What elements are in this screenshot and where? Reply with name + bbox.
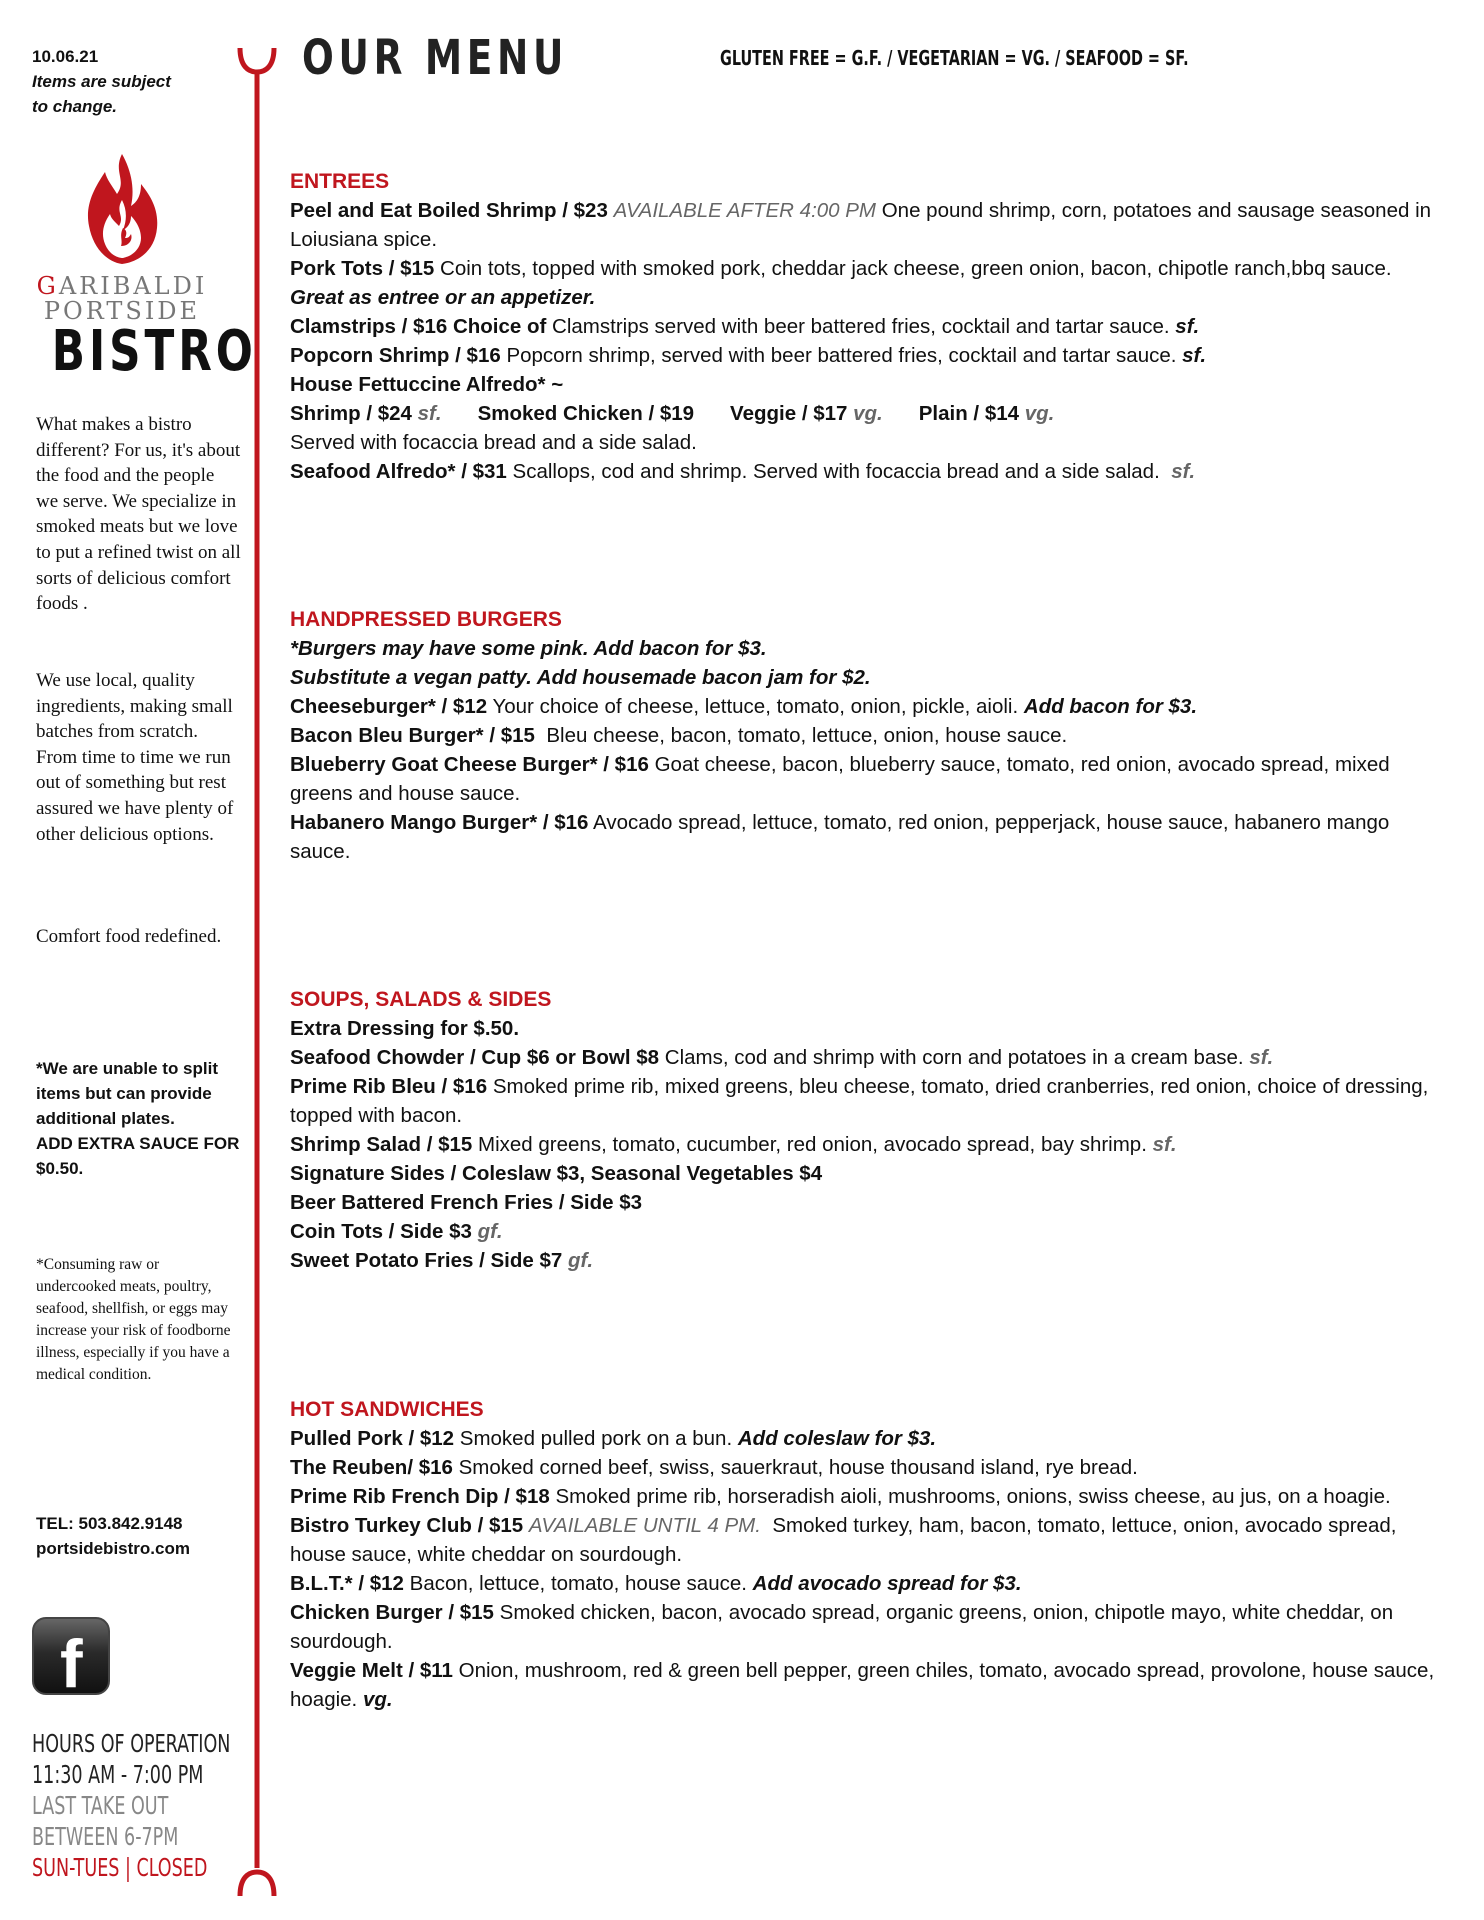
item-name: Pork Tots / $15 <box>290 257 435 280</box>
item-name: The Reuben/ $16 <box>290 1456 453 1479</box>
item-name: Blueberry Goat Cheese Burger* / $16 <box>290 753 649 776</box>
item-description: Smoked chicken, bacon, avocado spread, organic greens, onion, chipotle mayo, white cheddar, on sourdough. <box>290 1601 1394 1653</box>
brand-name-line2: PORTSIDE <box>43 297 201 325</box>
burgers-section <box>290 605 1450 866</box>
menu-item <box>290 1511 1450 1569</box>
menu-item <box>290 1130 1450 1159</box>
item-description: Popcorn shrimp, served with beer battered fries, cocktail and tartar sauce. <box>506 344 1177 367</box>
menu-item <box>290 1482 1450 1511</box>
brand-name-line1: GARIBALDI <box>36 272 208 300</box>
contact-info <box>36 1511 190 1561</box>
menu-item <box>290 196 1450 254</box>
hours-title: HOURS OF OPERATION <box>32 1729 231 1758</box>
last-take-out-2: BETWEEN 6-7PM <box>32 1822 179 1851</box>
item-name: Pulled Pork / $12 <box>290 1427 455 1450</box>
soups-salads-section <box>290 985 1450 1275</box>
divider-ornament <box>234 44 280 1900</box>
menu-item <box>290 312 1450 341</box>
item-name: House Fettuccine Alfredo* ~ <box>290 373 564 396</box>
menu-item <box>290 341 1450 370</box>
menu-item <box>290 370 1450 399</box>
item-description: Bleu cheese, bacon, tomato, lettuce, onion, house sauce. <box>546 724 1068 747</box>
item-description: Scallops, cod and shrimp. Served with focaccia bread and a side salad. <box>512 460 1160 483</box>
menu-item <box>290 1072 1450 1130</box>
item-name: Prime Rib French Dip / $18 <box>290 1485 550 1508</box>
burger-note-2: Substitute a vegan patty. Add housemade bacon jam for $2. <box>290 666 871 689</box>
item-description: Coin tots, topped with smoked pork, cheddar jack cheese, green onion, bacon, chipotle ranch,bbq sauce. <box>440 257 1392 280</box>
option-name: Shrimp / $24 <box>290 402 412 425</box>
menu-item <box>290 1424 1450 1453</box>
menu-item <box>290 1656 1450 1714</box>
split-items-note <box>36 1056 241 1181</box>
menu-item <box>290 457 1450 486</box>
menu-item <box>290 1188 1450 1217</box>
split-note-text: *We are unable to split items but can provide additional plates. <box>36 1059 219 1128</box>
sidebar-header <box>32 44 232 119</box>
menu-item <box>290 808 1450 866</box>
diet-tag: vg. <box>1024 402 1055 425</box>
item-name: Bistro Turkey Club / $15 <box>290 1514 524 1537</box>
facebook-icon[interactable] <box>32 1617 110 1702</box>
item-name: Shrimp Salad / $15 <box>290 1133 473 1156</box>
menu-item <box>290 1246 1450 1275</box>
item-name: Clamstrips / $16 Choice of <box>290 315 547 338</box>
item-description: Smoked prime rib, mixed greens, bleu cheese, tomato, dried cranberries, red onion, choice of dressing, topped with bacon. <box>290 1075 1429 1127</box>
item-note: Add bacon for $3. <box>1023 695 1198 718</box>
item-name: Peel and Eat Boiled Shrimp / $23 <box>290 199 608 222</box>
option-name: Veggie / $17 <box>730 402 848 425</box>
about-paragraph-1: What makes a bistro different? For us, it's about the food and the people we serve. We specialize in smoked meats but we love to put a refined twist on all sorts of delicious comfort foods . <box>36 414 241 615</box>
diet-tag: gf. <box>568 1249 594 1272</box>
item-name: Bacon Bleu Burger* / $15 <box>290 724 535 747</box>
availability-note: AVAILABLE UNTIL 4 PM. <box>528 1514 761 1537</box>
diet-tag: sf. <box>1175 315 1200 338</box>
diet-tag: gf. <box>477 1220 503 1243</box>
availability-note: AVAILABLE AFTER 4:00 PM <box>613 199 877 222</box>
page-title: OUR MENU <box>302 30 569 86</box>
item-name: Beer Battered French Fries / Side $3 <box>290 1191 643 1214</box>
diet-tag: sf. <box>417 402 442 425</box>
option-name: Plain / $14 <box>918 402 1020 425</box>
item-description: Clams, cod and shrimp with corn and potatoes in a cream base. <box>664 1046 1244 1069</box>
hours-time: 11:30 AM - 7:00 PM <box>32 1760 204 1789</box>
menu-item <box>290 1569 1450 1598</box>
hot-sandwiches-section <box>290 1395 1450 1714</box>
diet-tag: sf. <box>1171 460 1196 483</box>
section-heading-sandwiches: HOT SANDWICHES <box>290 1398 484 1421</box>
facebook-glyph: f <box>60 1626 83 1702</box>
item-name: Signature Sides / Coleslaw $3, Seasonal Vegetables $4 <box>290 1162 823 1185</box>
section-heading-soups: SOUPS, SALADS & SIDES <box>290 988 552 1011</box>
last-take-out-1: LAST TAKE OUT <box>32 1791 169 1820</box>
brand-name-line3: BISTRO <box>51 319 257 384</box>
consumption-warning: *Consuming raw or undercooked meats, poultry, seafood, shellfish, or eggs may increase your risk of foodborne illness, especially if you have a medical condition. <box>36 1256 231 1383</box>
item-description: Smoked pulled pork on a bun. <box>459 1427 733 1450</box>
item-description: Served with focaccia bread and a side salad. <box>290 431 697 454</box>
menu-item <box>290 1217 1450 1246</box>
option-name: Smoked Chicken / $19 <box>477 402 695 425</box>
item-name: Seafood Alfredo* / $31 <box>290 460 507 483</box>
item-name: Coin Tots / Side $3 <box>290 1220 472 1243</box>
item-name: Sweet Potato Fries / Side $7 <box>290 1249 563 1272</box>
menu-item <box>290 254 1450 312</box>
menu-item <box>290 1453 1450 1482</box>
about-paragraph-3: Comfort food redefined. <box>36 926 222 947</box>
extra-dressing <box>290 1014 1450 1043</box>
phone-number: TEL: 503.842.9148 <box>36 1514 183 1533</box>
diet-tag: sf. <box>1182 344 1207 367</box>
menu-item <box>290 1043 1450 1072</box>
diet-tag: sf. <box>1152 1133 1177 1156</box>
hours-of-operation <box>32 1728 230 1883</box>
diet-tag: vg. <box>362 1688 393 1711</box>
item-description: Bacon, lettuce, tomato, house sauce. <box>409 1572 747 1595</box>
entrees-section <box>290 167 1450 486</box>
menu-item <box>290 750 1450 808</box>
section-heading-entrees: ENTREES <box>290 170 390 193</box>
item-description: Smoked prime rib, horseradish aioli, mushrooms, onions, swiss cheese, au jus, on a hoagie. <box>555 1485 1391 1508</box>
alfredo-options <box>290 399 1450 428</box>
item-name: Seafood Chowder / Cup $6 or Bowl $8 <box>290 1046 660 1069</box>
item-description: Your choice of cheese, lettuce, tomato, onion, pickle, aioli. <box>492 695 1019 718</box>
item-description: Smoked turkey, ham, bacon, tomato, lettuce, onion, avocado spread, house sauce, white cheddar on sourdough. <box>290 1514 1397 1566</box>
item-note: Add avocado spread for $3. <box>752 1572 1022 1595</box>
diet-tag: sf. <box>1249 1046 1274 1069</box>
item-description: One pound shrimp, corn, potatoes and sausage seasoned in Loiusiana spice. <box>290 199 1432 251</box>
bistro-logo <box>32 150 257 384</box>
diet-tag: vg. <box>853 402 883 425</box>
website-link[interactable]: portsidebistro.com <box>36 1539 190 1558</box>
item-name: Cheeseburger* / $12 <box>290 695 488 718</box>
item-note: Great as entree or an appetizer. <box>290 286 596 309</box>
item-name: Habanero Mango Burger* / $16 <box>290 811 589 834</box>
diet-legend: GLUTEN FREE = G.F. / VEGETARIAN = VG. / SEAFOOD = SF. <box>720 46 1189 70</box>
item-description: Smoked corned beef, swiss, sauerkraut, house thousand island, rye bread. <box>458 1456 1138 1479</box>
menu-date: 10.06.21 <box>32 47 99 66</box>
item-name: Prime Rib Bleu / $16 <box>290 1075 488 1098</box>
section-heading-burgers: HANDPRESSED BURGERS <box>290 608 562 631</box>
closed-days: SUN-TUES | CLOSED <box>32 1853 208 1882</box>
extra-sauce-note: ADD EXTRA SAUCE FOR $0.50. <box>36 1134 240 1178</box>
menu-item <box>290 721 1450 750</box>
item-name: Popcorn Shrimp / $16 <box>290 344 501 367</box>
menu-item <box>290 1598 1450 1656</box>
item-note: Add coleslaw for $3. <box>737 1427 937 1450</box>
item-name: Chicken Burger / $15 <box>290 1601 494 1624</box>
item-description: Avocado spread, lettuce, tomato, red onion, pepperjack, house sauce, habanero mango sauce. <box>290 811 1390 863</box>
flame-icon <box>77 150 167 270</box>
subject-note-line2: to change. <box>32 97 118 116</box>
extra-dressing-text: Extra Dressing for $.50. <box>290 1017 520 1040</box>
item-description: Clamstrips served with beer battered fries, cocktail and tartar sauce. <box>552 315 1170 338</box>
item-name: B.L.T.* / $12 <box>290 1572 404 1595</box>
menu-item <box>290 1159 1450 1188</box>
item-description: Mixed greens, tomato, cucumber, red onion, avocado spread, bay shrimp. <box>478 1133 1147 1156</box>
subject-note-line1: Items are subject <box>32 72 171 91</box>
menu-item <box>290 692 1450 721</box>
item-description: Onion, mushroom, red & green bell pepper, green chiles, tomato, avocado spread, provolone, house sauce, hoagie. <box>290 1659 1435 1711</box>
item-description: Goat cheese, bacon, blueberry sauce, tomato, red onion, avocado spread, mixed greens and house sauce. <box>290 753 1390 805</box>
burger-note-1: *Burgers may have some pink. Add bacon for $3. <box>290 637 767 660</box>
about-paragraph-2: We use local, quality ingredients, making small batches from scratch. From time to time we run out of something but rest assured we have plenty of other delicious options. <box>36 670 234 845</box>
item-name: Veggie Melt / $11 <box>290 1659 453 1682</box>
